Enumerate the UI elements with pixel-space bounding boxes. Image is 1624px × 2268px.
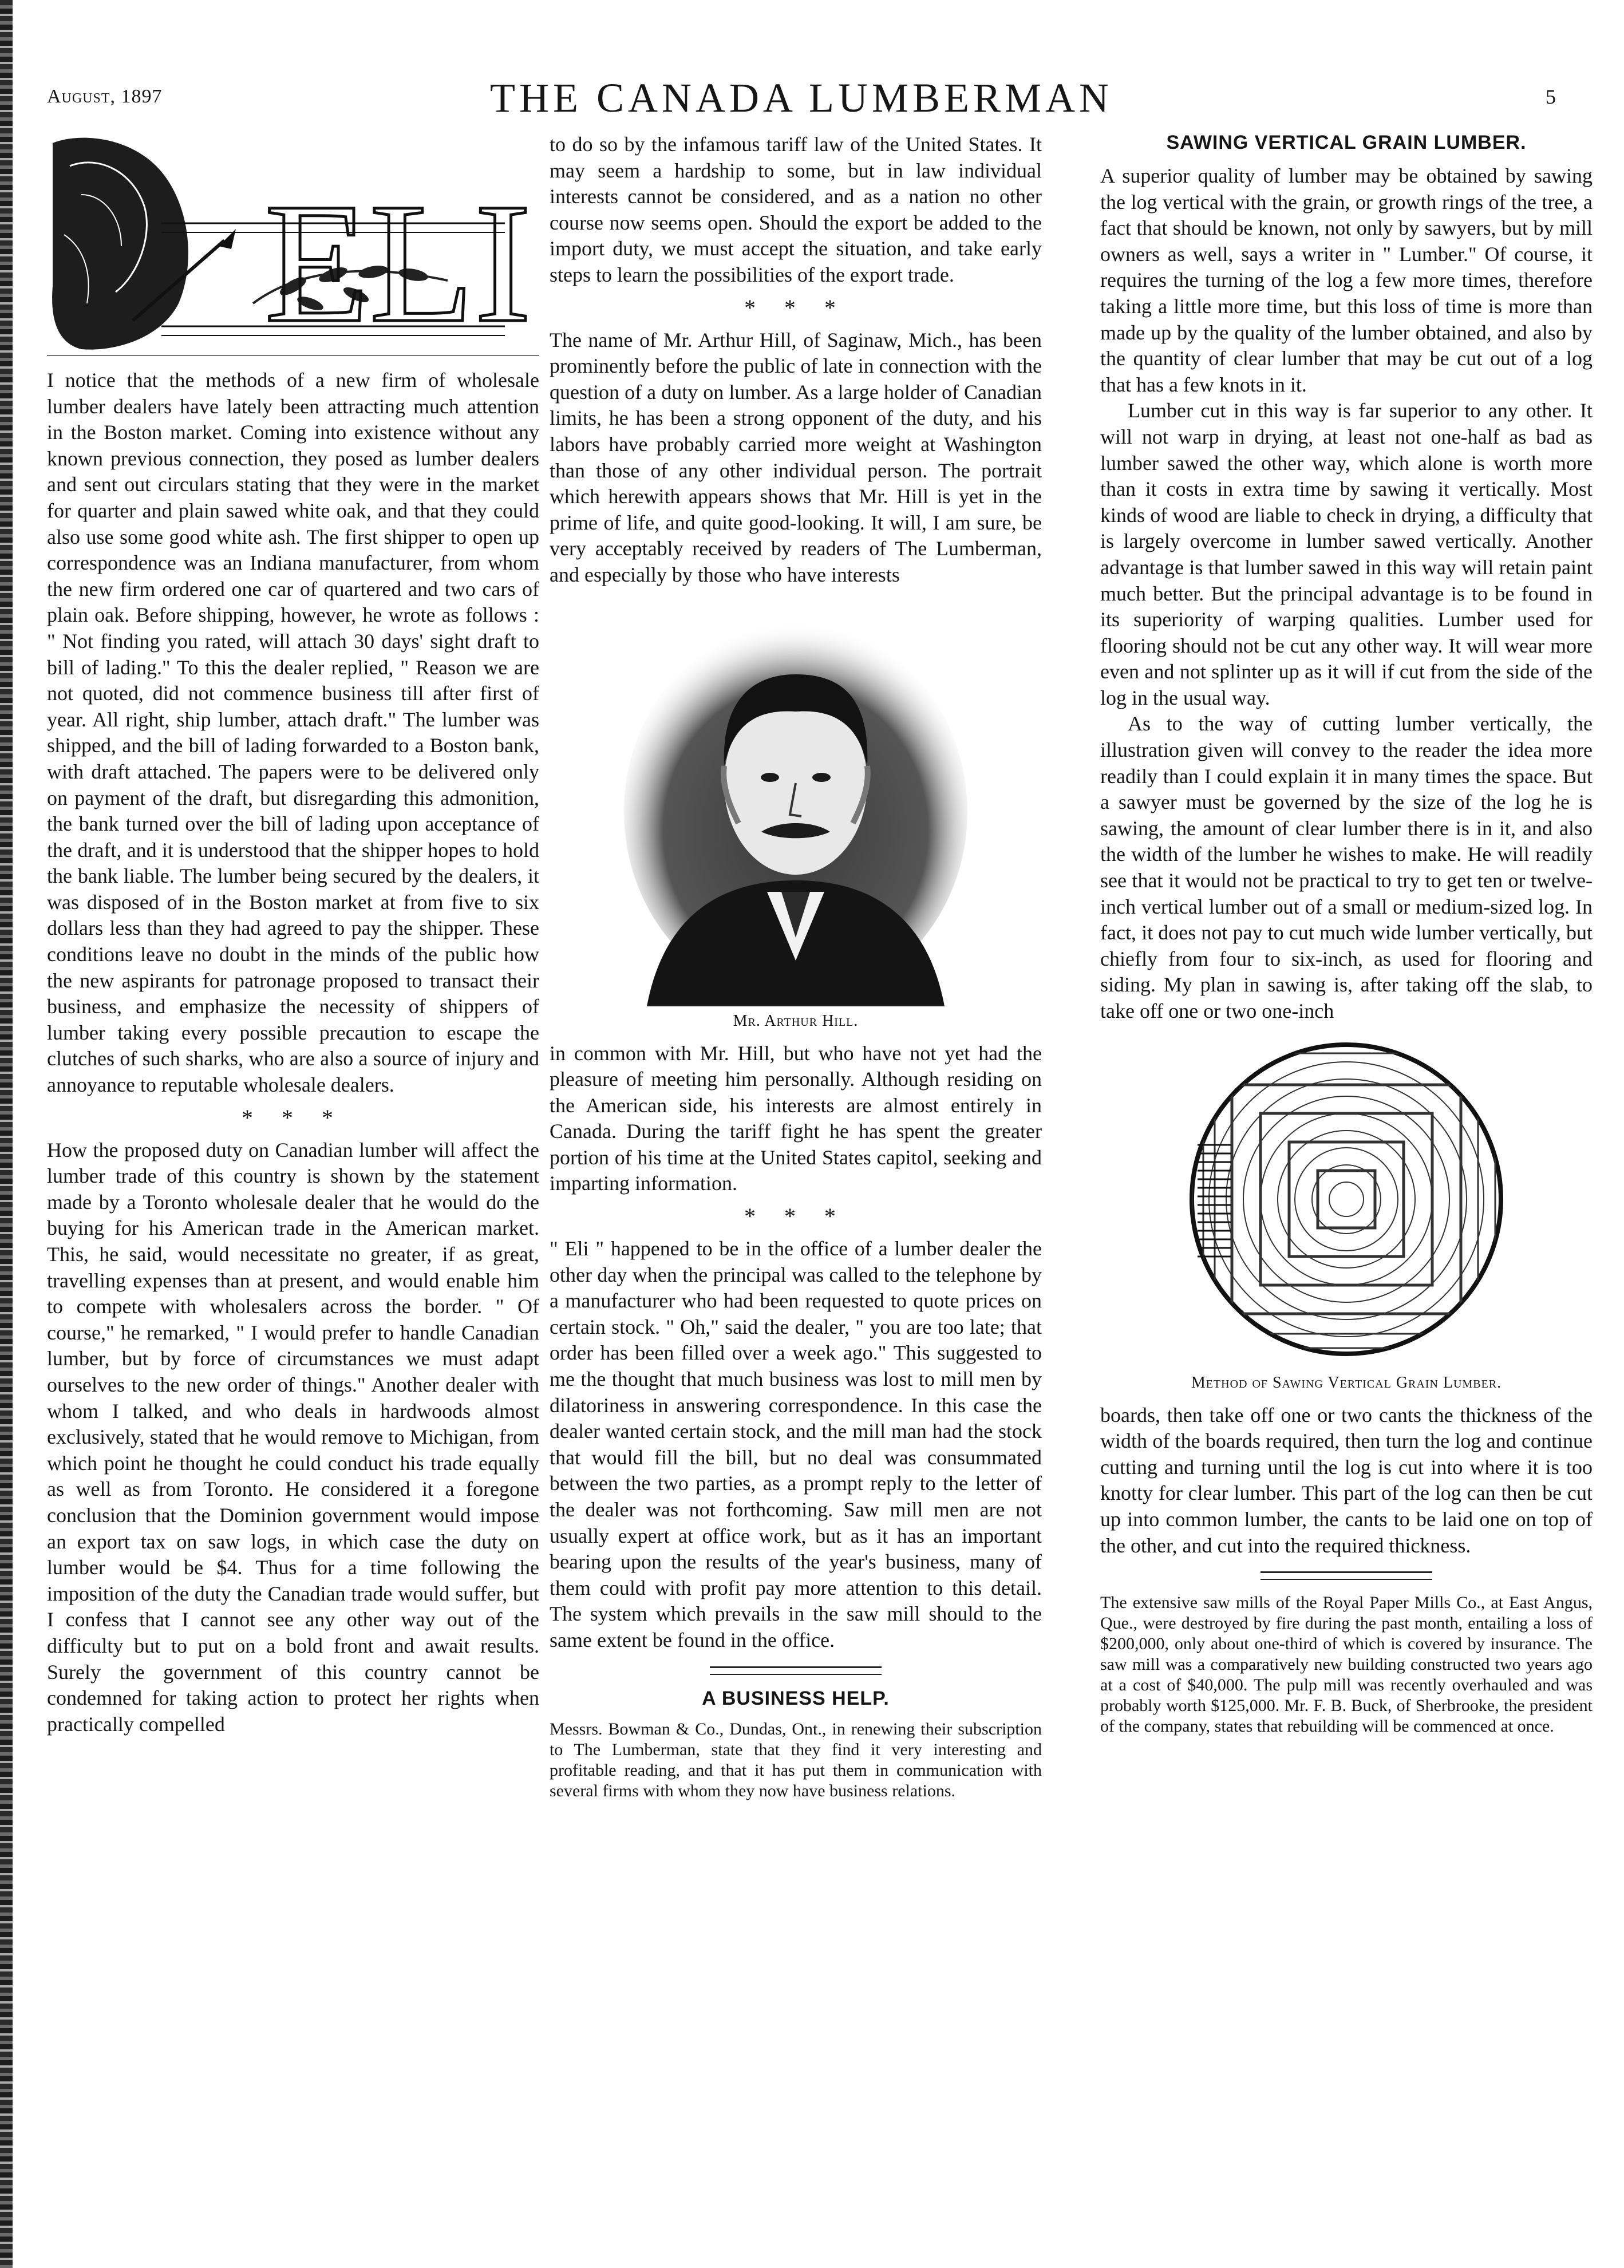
page-number: 5 [1546, 85, 1556, 108]
col2-paragraph-4: " Eli " happened to be in the office of a lumber dealer the other day when the principal was called to the telephone by a manufacturer who had been requested to quote prices on certain stock. " Oh," said the dealer, " you are too late; that order has been filled over a week ago." This suggested to me the thought that much business was lost to mill men by dilatoriness in answering correspondence. In this case the dealer wanted certain stock, and the mill man had the stock that would fill the bill, but no deal was consummated between the two parties, as a prompt reply to the letter of the dealer was not forthcoming. Saw mill men are not usually expert at office work, but as it has an important bearing upon the results of the year's business, many of them could with profit pay more attention to this detail. The system which prevails in the saw mill should to the same extent be found in the office. [550, 1237, 1042, 1651]
section-divider-stars: * * * [242, 1104, 345, 1131]
eli-logo [47, 132, 539, 356]
mill-fire-text: The extensive saw mills of the Royal Paper Mills Co., at East Angus, Que., were destroyed by fire during the past month, entailing a loss of $200,000, only about one-third of which is covered by insurance. The saw mill was a comparatively new building constructed two years ago at a cost of $40,000. The pulp mill was recently overhauled and was probably worth $125,000. Mr. F. B. Buck, of Sherbrooke, the president of the company, states that rebuilding will be commenced at once. [1100, 1593, 1593, 1736]
business-help-heading: A BUSINESS HELP. [702, 1687, 890, 1709]
mill-fire-notice [1100, 1593, 1593, 1737]
col1-paragraph-2: How the proposed duty on Canadian lumber will affect the lumber trade of this country is shown by the statement made by a Toronto wholesale dealer that he would do the buying for his American trade in the American market. This, he said, would necessitate no greater, if as great, travelling expenses than at present, and would enable him to compete with wholesalers across the border. " Of course," he remarked, " I would prefer to handle Canadian lumber, but by force of circumstances we must adapt ourselves to the new order of things." Another dealer with whom I talked, and who deals in hardwoods almost exclusively, stated that he would remove to Michigan, from which point he thought he could conduct his trade equally as well as from Toronto. He considered it a foregone conclusion that the Dominion government would impose an export tax on saw logs, in which case the duty on lumber would be $4. Thus for a time following the imposition of the duty the Canadian trade would suffer, but I confess that I cannot see any other way out of the difficulty but to put on a bold front and await results. Surely the government of this country cannot be condemned for taking action to protect her rights when practically compelled [47, 1138, 539, 1736]
eli-logo-illustration [47, 132, 539, 355]
column-3 [1100, 132, 1593, 1737]
diagram-caption: Method of Sawing Vertical Grain Lumber. [1191, 1373, 1502, 1392]
col2-paragraph-2: The name of Mr. Arthur Hill, of Saginaw, Mich., has been prominently before the public of late in connection with the question of a duty on lumber. As a large holder of Canadian limits, he has been a strong opponent of the duty, and his labors have probably carried more weight at Washington than those of any other individual person. The portrait which herewith appears shows that Mr. Hill is yet in the prime of life, and quite good-looking. It will, I am sure, be very acceptably received by readers of The Lumberman, and especially by those who have interests [550, 328, 1042, 586]
eli-logo-letters: ELI [264, 168, 532, 355]
col3-paragraph-1: A superior quality of lumber may be obtained by sawing the log vertical with the grain, or growth rings of the tree, a fact that should be known, not only by sawyers, but by mill owners as well, says a writer in " Lumber." Of course, it requires the turning of the log a few more times, therefore taking a little more time, but this loss of time is more than made up by the quality of the lumber obtained, and also by the quantity of clear lumber that may be cut out of a log that has a few knots in it. [1100, 164, 1593, 396]
masthead-title: THE CANADA LUMBERMAN [489, 75, 1113, 121]
business-help-notice [550, 1719, 1042, 1801]
portrait-caption: Mr. Arthur Hill. [733, 1011, 859, 1030]
col2-paragraph-1: to do so by the infamous tariff law of the United States. It may seem a hardship to some, but in law individual interests cannot be considered, and as a nation no other course now seems open. Should the export be added to the import duty, we must accept the situation, and take early steps to learn the possibilities of the export trade. [550, 133, 1042, 286]
business-help-text: Messrs. Bowman & Co., Dundas, Ont., in renewing their subscription to The Lumberman, state that they find it very interesting and profitable reading, and that it has put them in communication with several firms with whom they now have business relations. [550, 1719, 1042, 1800]
col3-paragraph-4: boards, then take off one or two cants the thickness of the width of the boards required, then turn the log and continue cutting and turning until the log is cut into where it is too knotty for clear lumber. This part of the log can then be cut up into common lumber, the cants to be laid one on top of the other, and cut into the required thickness. [1100, 1403, 1593, 1557]
issue-date: August, 1897 [47, 86, 163, 107]
section-divider-stars: * * * [744, 1203, 847, 1230]
col3-paragraph-3: As to the way of cutting lumber vertically, the illustration given will convey to the reader the idea more readily than I could explain it in many times the space. But a sawyer must be governed by the size of the log he is sawing, the amount of clear lumber there is in it, and also the width of the lumber he wishes to make. He will readily see that it would not be practical to try to get ten or twelve-inch vertical lumber out of a small or medium-sized log. In fact, it does not pay to cut much wide lumber vertically, but chiefly from four to six-inch, as used for flooring and siding. My plan in sawing is, after taking off the slab, to take off one or two one-inch [1100, 712, 1593, 1022]
section-rule [1261, 1571, 1432, 1580]
scan-edge [0, 0, 13, 2268]
section-divider-stars: * * * [744, 294, 847, 321]
vertical-grain-heading: SAWING VERTICAL GRAIN LUMBER. [1166, 132, 1527, 153]
section-rule [710, 1666, 882, 1675]
col3-paragraph-2: Lumber cut in this way is far superior to any other. It will not warp in drying, at least not one-half as bad as lumber sawed the other way, which alone is worth more than it costs in extra time by sawing it vertically. Most kinds of wood are liable to check in drying, a difficulty that is largely overcome in lumber sawed vertically. Another advantage is that lumber sawed in this way will retain paint much better. But the principal advantage is to be found in its superiority of warping qualities. Lumber used for flooring should not be cut any other way. It will wear more even and not splinter up as it will if cut from the side of the log in the usual way. [1100, 399, 1593, 709]
sawing-diagram [1100, 1030, 1593, 1368]
col2-paragraph-3: in common with Mr. Hill, but who have not yet had the pleasure of meeting him personally. Although residing on the American side, his interests are almost entirely in Canada. During the tariff fight he has spent the greater portion of his time at the United States capitol, seeking and imparting information. [550, 1041, 1042, 1195]
column-1 [47, 132, 539, 1737]
arthur-hill-portrait [550, 594, 1042, 1006]
column-2 [550, 132, 1042, 1801]
col1-paragraph-1: I notice that the methods of a new firm of wholesale lumber dealers have lately been attracting much attention in the Boston market. Coming into existence without any known previous connection, they posed as lumber dealers and sent out circulars stating that they were in the market for quarter and plain sawed white oak, and that they could also use some good white ash. The first shipper to open up correspondence was an Indiana manufacturer, from whom the new firm ordered one car of quartered and two cars of plain oak. Before shipping, however, he wrote as follows : " Not finding you rated, will attach 30 days' sight draft to bill of lading." To this the dealer replied, " Reason we are not quoted, did not commence business till after first of year. All right, ship lumber, attach draft." The lumber was shipped, and the bill of lading forwarded to a Boston bank, with draft attached. The papers were to be delivered only on payment of the draft, but disregarding this admonition, the bank turned over the bill of lading upon acceptance of the draft, and it is understood that the shipper hopes to hold the bank liable. The lumber being secured by the dealers, it was disposed of in the Boston market at from five to six dollars less than they had agreed to pay the shipper. These conditions leave no doubt in the minds of the public how the new aspirants for patronage proposed to transact their business, and emphasize the necessity of shippers of lumber taking every possible precaution to escape the clutches of such sharks, who are also a source of injury and annoyance to reputable wholesale dealers. [47, 369, 539, 1097]
